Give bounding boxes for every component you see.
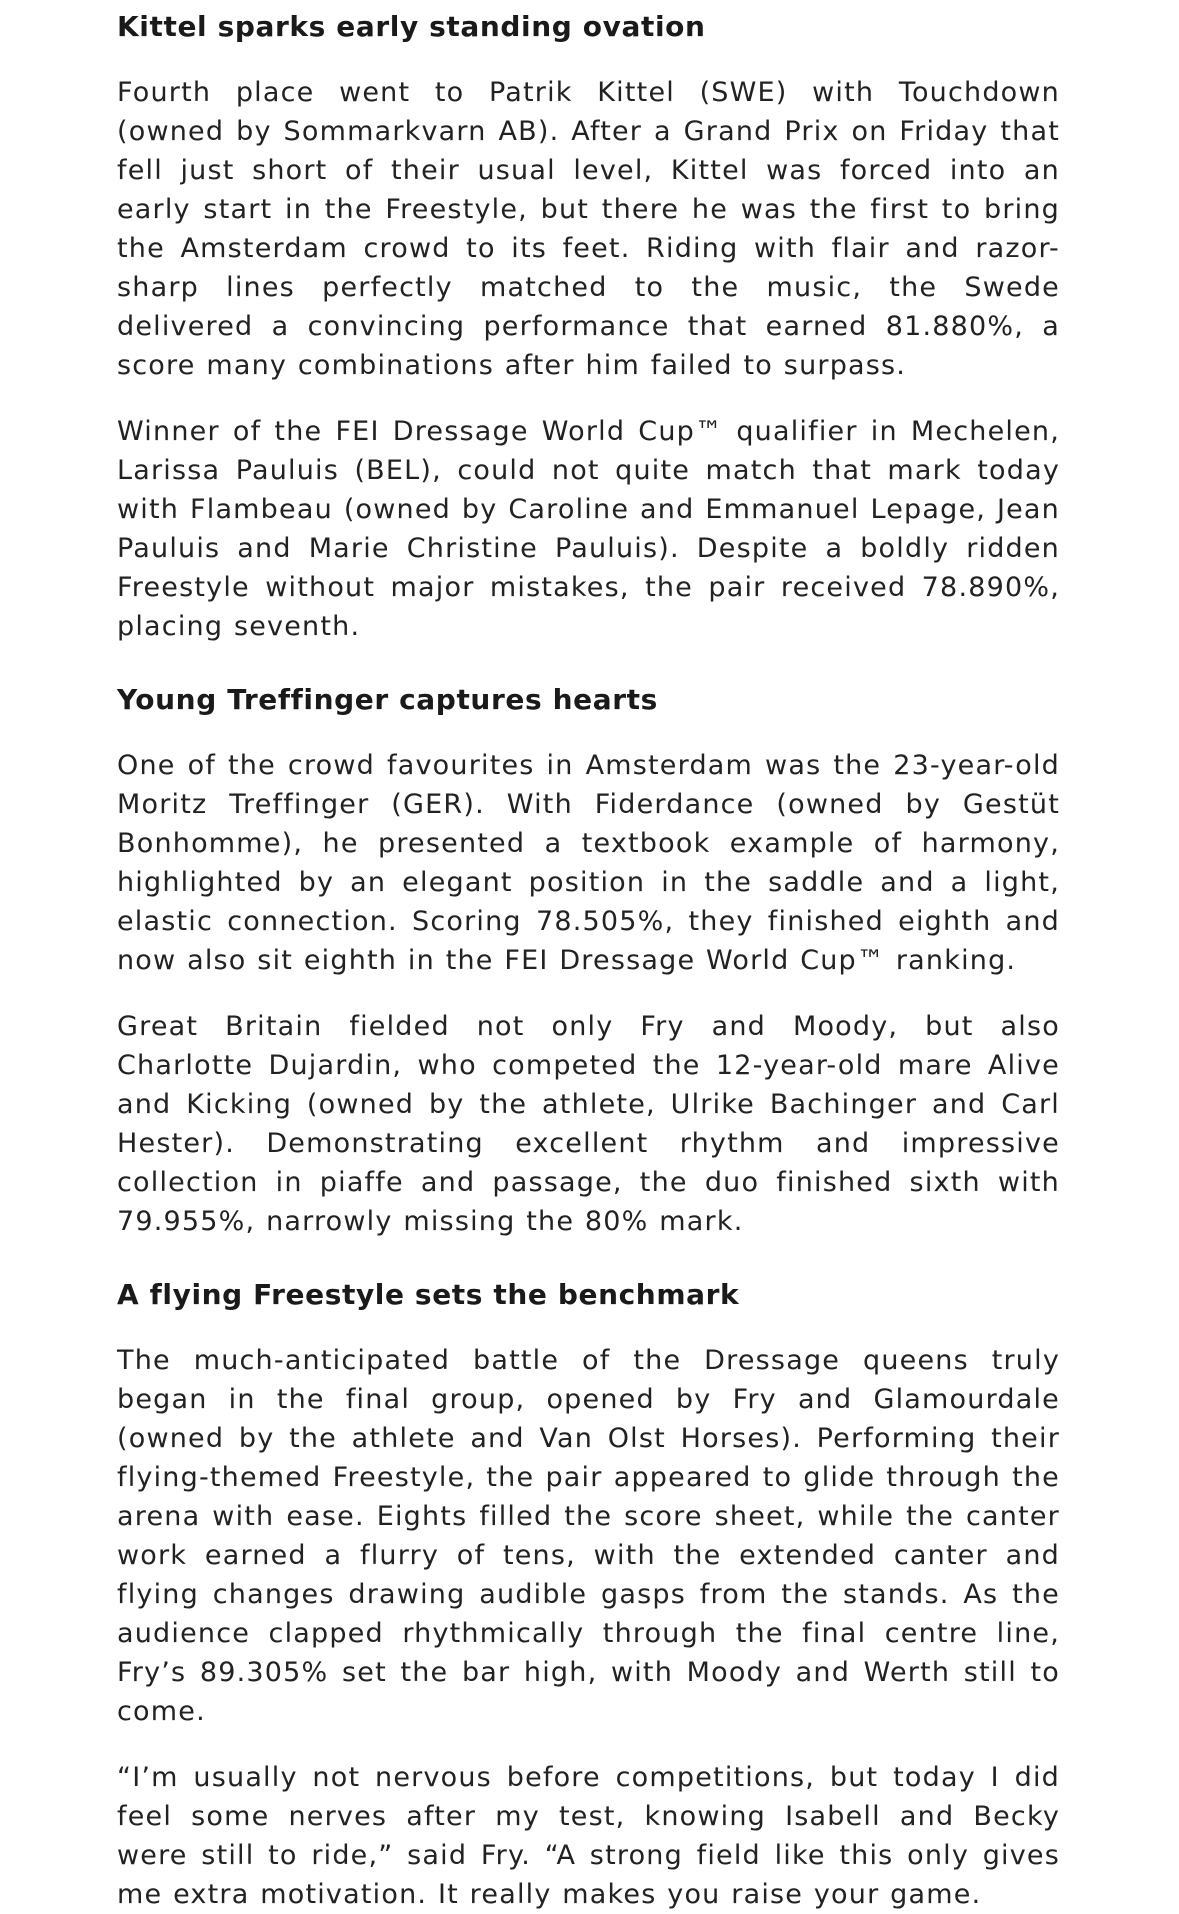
paragraph-fry-freestyle: The much-anticipated battle of the Dressage queens truly began in the final group, opened by Fry and Glamourdale (owned by the athlete and Van Olst Horses). Performing their flying-themed Freestyle, the pair appeared to glide through the arena with ease. Eights filled the score sheet, while the canter work earned a flurry of tens, with the extended canter and flying changes drawing audible gasps from the stands. As the audience clapped rhythmically through the final centre line, Fry’s 89.305% set the bar high, with Moody and Werth still to come. (117, 1345, 1060, 1727)
paragraph-kittel: Fourth place went to Patrik Kittel (SWE) with Touchdown (owned by Sommarkvarn AB). After a Grand Prix on Friday that fell just short of their usual level, Kittel was forced into an early start in the Freestyle, but there he was the first to bring the Amsterdam crowd to its feet. Riding with flair and razor-sharp lines perfectly matched to the music, the Swede delivered a convincing performance that earned 81.880%, a score many combinations after him failed to surpass. (117, 77, 1060, 381)
paragraph-pauluis: Winner of the FEI Dressage World Cup™ qualifier in Mechelen, Larissa Pauluis (BEL), could not quite match that mark today with Flambeau (owned by Caroline and Emmanuel Lepage, Jean Pauluis and Marie Christine Pauluis). Despite a boldly ridden Freestyle without major mistakes, the pair received 78.890%, placing seventh. (117, 416, 1060, 642)
section-heading-kittel: Kittel sparks early standing ovation (117, 10, 706, 43)
paragraph-dujardin: Great Britain fielded not only Fry and Moody, but also Charlotte Dujardin, who competed the 12-year-old mare Alive and Kicking (owned by the athlete, Ulrike Bachinger and Carl Hester). Demonstrating excellent rhythm and impressive collection in piaffe and passage, the duo finished sixth with 79.955%, narrowly missing the 80% mark. (117, 1011, 1060, 1237)
paragraph-fry-quote: “I’m usually not nervous before competitions, but today I did feel some nerves after my test, knowing Isabell and Becky were still to ride,” said Fry. “A strong field like this only gives me extra motivation. It really makes you raise your game. (117, 1762, 1060, 1910)
section-heading-benchmark: A flying Freestyle sets the benchmark (117, 1278, 740, 1311)
article-body (117, 0, 1060, 1914)
paragraph-treffinger: One of the crowd favourites in Amsterdam was the 23-year-old Moritz Treffinger (GER). With Fiderdance (owned by Gestüt Bonhomme), he presented a textbook example of harmony, highlighted by an elegant position in the saddle and a light, elastic connection. Scoring 78.505%, they finished eighth and now also sit eighth in the FEI Dressage World Cup™ ranking. (117, 750, 1060, 976)
section-heading-treffinger: Young Treffinger captures hearts (117, 683, 658, 716)
